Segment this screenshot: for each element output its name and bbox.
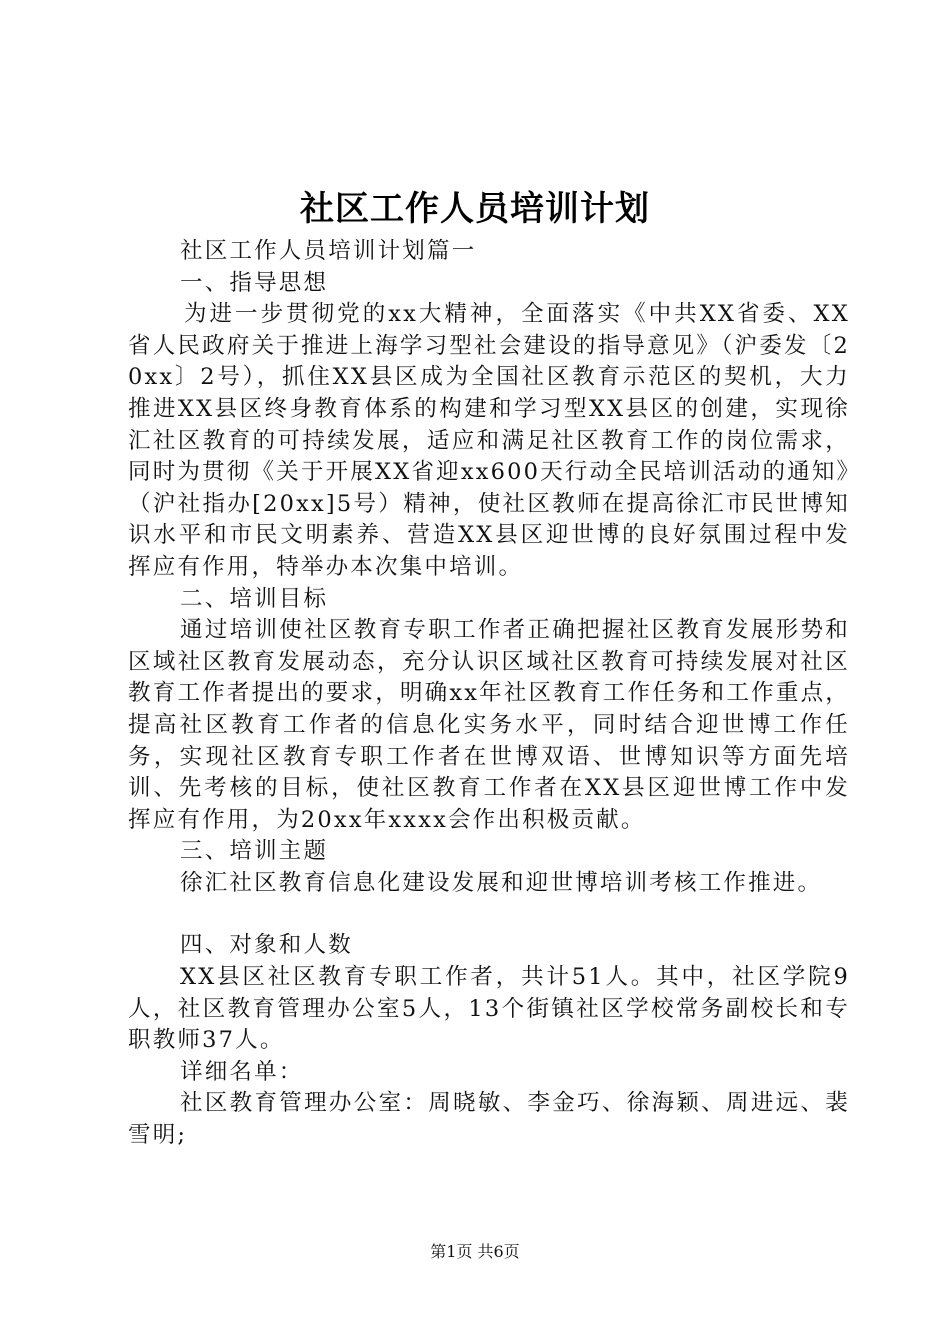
- section-heading-training-goals: 二、培训目标: [180, 585, 329, 612]
- section-paragraph-participants: XX县区社区教育专职工作者，共计51人。其中，社区学院9人，社区教育管理办公室5人，13个街镇社区学校常务副校长和专职教师37人。: [128, 964, 850, 1054]
- document-title: 社区工作人员培训计划: [300, 189, 650, 229]
- section-paragraph-guiding-ideology: 为进一步贯彻党的xx大精神，全面落实《中共XX省委、XX省人民政府关于推进上海学习型社会建设的指导意见》（沪委发〔20xx〕2号），抓住XX县区成为全国社区教育示范区的契机，大力推进XX县区终身教育体系的构建和学习型XX县区的创建，实现徐汇社区教育的可持续发展，适应和满足社区教育工作的岗位需求，同时为贯彻《关于开展XX省迎xx600天行动全民培训活动的通知》（沪社指办[20xx]5号）精神，使社区教师在提高徐汇市民世博知识水平和市民文明素养、营造XX县区迎世博的良好氛围过程中发挥应有作用，特举办本次集中培训。: [128, 301, 851, 580]
- section-paragraph-training-goals: 通过培训使社区教育专职工作者正确把握社区教育发展形势和区域社区教育发展动态，充分认识区域社区教育可持续发展对社区教育工作者提出的要求，明确xx年社区教育工作任务和工作重点，提高社区教育工作者的信息化实务水平，同时结合迎世博工作任务，实现社区教育专职工作者在世博双语、世博知识等方面先培训、先考核的目标，使社区教育工作者在XX县区迎世博工作中发挥应有作用，为20xx年xxxx会作出积极贡献。: [128, 617, 850, 833]
- page-footer: 第1页 共6页: [430, 1242, 520, 1261]
- section-heading-training-theme: 三、培训主题: [180, 838, 329, 865]
- document-body: [128, 236, 850, 1152]
- list-heading: 详细名单：: [180, 1058, 304, 1085]
- section-heading-guiding-ideology: 一、指导思想: [180, 269, 329, 296]
- paragraph-spacer: [128, 899, 850, 930]
- list-paragraph-office: 社区教育管理办公室：周晓敏、李金巧、徐海颖、周进远、裴雪明;: [128, 1090, 850, 1149]
- section-heading-participants: 四、对象和人数: [180, 932, 353, 959]
- document-subtitle: 社区工作人员培训计划篇一: [180, 238, 477, 264]
- section-paragraph-training-theme: 徐汇社区教育信息化建设发展和迎世博培训考核工作推进。: [180, 869, 823, 896]
